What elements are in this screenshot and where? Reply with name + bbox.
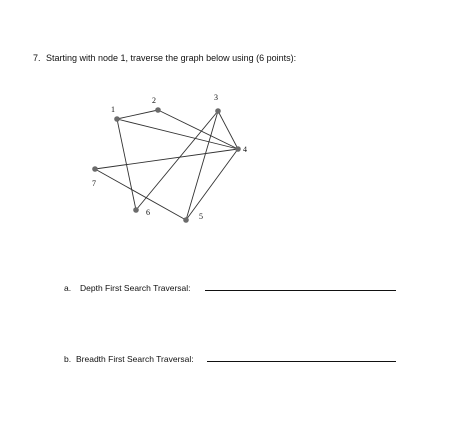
node-label-1: 1	[111, 105, 115, 114]
edge-3-5	[186, 111, 218, 220]
part-a-prompt	[64, 283, 191, 293]
node-6	[133, 207, 139, 213]
node-label-4: 4	[243, 145, 247, 154]
bfs-answer-line[interactable]	[207, 361, 396, 362]
node-2	[155, 107, 161, 113]
node-7	[92, 166, 98, 172]
edge-1-2	[117, 110, 158, 119]
edge-3-6	[136, 111, 218, 210]
node-label-5: 5	[199, 212, 203, 221]
node-label-2: 2	[152, 96, 156, 105]
node-3	[215, 108, 221, 114]
question-prompt: Starting with node 1, traverse the graph below using (6 points):	[46, 53, 297, 63]
node-4	[235, 146, 241, 152]
node-label-6: 6	[146, 208, 150, 217]
dfs-answer-line[interactable]	[205, 290, 396, 291]
question-number: 7.	[33, 53, 41, 63]
node-label-3: 3	[214, 93, 218, 102]
edge-1-4	[117, 119, 238, 149]
edge-4-5	[186, 149, 238, 220]
node-1	[114, 116, 120, 122]
edge-2-4	[158, 110, 238, 149]
part-a-letter: a.	[64, 283, 72, 293]
edge-4-7	[95, 149, 238, 169]
edge-7-5	[95, 169, 186, 220]
part-a-label: Depth First Search Traversal:	[80, 283, 191, 293]
part-b-label: Breadth First Search Traversal:	[76, 354, 194, 364]
part-b-prompt	[64, 354, 194, 364]
edge-3-4	[218, 111, 238, 149]
node-label-7: 7	[92, 179, 96, 188]
part-b-letter: b.	[64, 354, 72, 364]
node-5	[183, 217, 189, 223]
